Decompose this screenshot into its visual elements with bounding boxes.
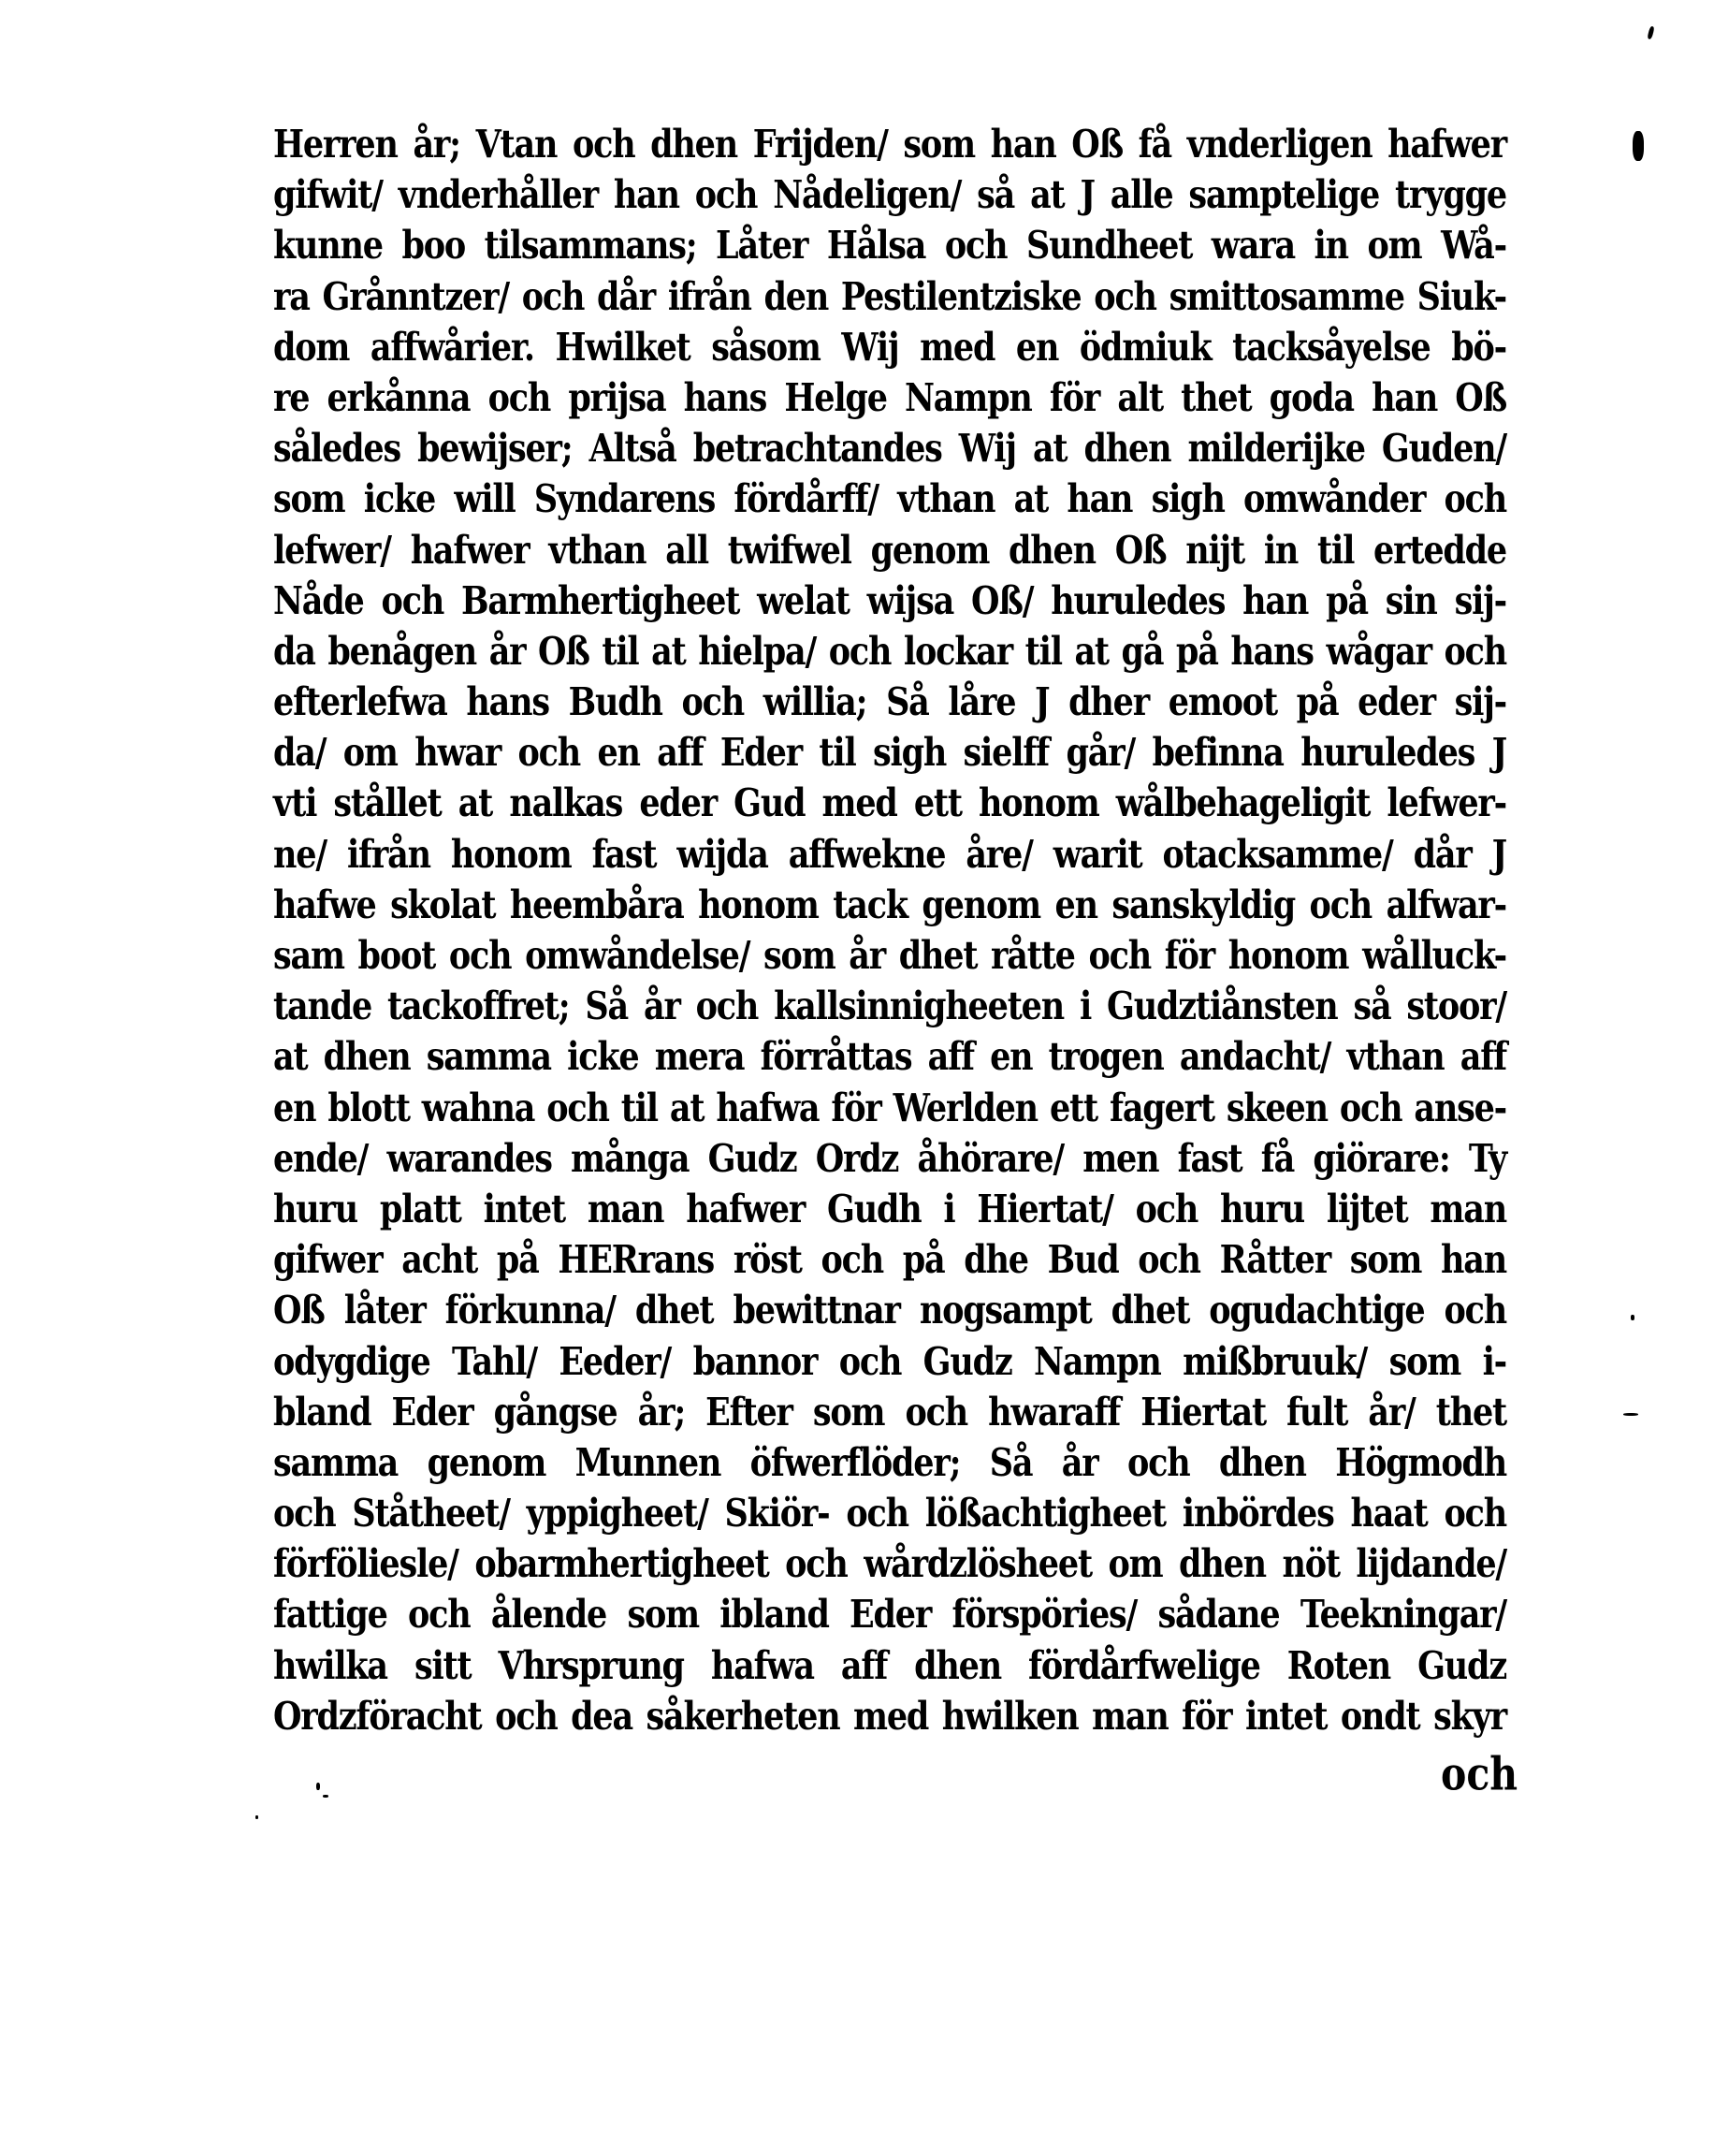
text-line: och Ståtheet/ yppigheet/ Skiör- och lößachtigheet inbördes haat och <box>273 1491 1506 1537</box>
text-line: förföliesle/ obarmhertigheet och wårdzlösheet om dhen nöt lijdande/ <box>273 1541 1506 1587</box>
text-line: sam boot och omwåndelse/ som år dhet råtte och för honom wålluck- <box>273 933 1506 979</box>
text-line: lefwer/ hafwer vthan all twifwel genom dhen Oß nijt in til ertedde <box>273 527 1506 574</box>
text-line: kunne boo tilsammans; Låter Hålsa och Sundheet wara in om Wå- <box>273 223 1506 269</box>
text-line: som icke will Syndarens fördårff/ vthan at han sigh omwånder och <box>273 476 1506 522</box>
text-line: gifwer acht på HERrans röst och på dhe Bud och Råtter som han <box>273 1237 1506 1283</box>
ink-mark-bottom-left <box>316 1783 320 1790</box>
text-line: efterlefwa hans Budh och willia; Så låre J dher emoot på eder sij- <box>273 679 1506 725</box>
text-line: odygdige Tahl/ Eeder/ bannor och Gudz Nampn mißbruuk/ som i- <box>273 1338 1506 1385</box>
text-line: huru platt intet man hafwer Gudh i Hiertat/ och huru lijtet man <box>273 1187 1506 1232</box>
ink-mark-margin-right-3 <box>1623 1413 1638 1416</box>
text-line: hwilka sitt Vhrsprung hafwa aff dhen fördårfwelige Roten Gudz <box>273 1642 1506 1689</box>
text-line: tande tackoffret; Så år och kallsinnigheeten i Gudztiånsten så stoor/ <box>273 983 1506 1029</box>
ink-mark-bottom-left-2 <box>323 1795 328 1798</box>
text-line: hafwe skolat heembåra honom tack genom en sanskyldig och alfwar- <box>273 882 1506 928</box>
text-line: en blott wahna och til at hafwa för Werlden ett fagert skeen och anse- <box>273 1085 1506 1131</box>
text-line: således bewijser; Altså betrachtandes Wij at dhen milderijke Guden/ <box>273 426 1506 472</box>
ink-mark-top-right <box>1647 26 1654 40</box>
text-line: samma genom Munnen öfwerflöder; Så år och dhen Högmodh <box>273 1440 1506 1486</box>
text-line: re erkånna och prijsa hans Helge Nampn för alt thet goda han Oß <box>273 375 1506 421</box>
text-line: at dhen samma icke mera förråttas aff en trogen andacht/ vthan aff <box>273 1034 1506 1080</box>
text-line: ne/ ifrån honom fast wijda affwekne åre/ warit otacksamme/ dår J <box>273 831 1506 878</box>
text-line: ra Grånntzer/ och dår ifrån den Pestilentziske och smittosamme Siuk- <box>273 273 1506 320</box>
text-line: Nåde och Barmhertigheet welat wijsa Oß/ huruledes han på sin sij- <box>273 577 1506 624</box>
text-line: Ordzföracht och dea såkerheten med hwilken man för intet ondt skyr <box>273 1694 1506 1740</box>
body-text <box>273 120 1506 1742</box>
text-line: gifwit/ vnderhåller han och Nådeligen/ så at J alle samptelige trygge <box>273 172 1506 218</box>
text-line: da benågen år Oß til at hielpa/ och lockar til at gå på hans wågar och <box>273 629 1506 675</box>
ink-mark-margin-right-2 <box>1631 1315 1634 1320</box>
text-line: bland Eder gångse år; Efter som och hwaraff Hiertat fult år/ thet <box>273 1389 1506 1435</box>
text-line: Oß låter förkunna/ dhet bewittnar nogsampt dhet ogudachtige och <box>273 1288 1506 1333</box>
text-line: fattige och ålende som ibland Eder förspöries/ sådane Teekningar/ <box>273 1592 1506 1639</box>
ink-mark-bottom-left-3 <box>255 1815 258 1819</box>
catchword: och <box>1441 1747 1518 1801</box>
text-line: ende/ warandes många Gudz Ordz åhörare/ men fast få giörare: Ty <box>273 1135 1506 1182</box>
text-line: Herren år; Vtan och dhen Frijden/ som han Oß få vnderligen hafwer <box>273 122 1506 168</box>
text-line: da/ om hwar och en aff Eder til sigh sielff går/ befinna huruledes J <box>273 730 1506 776</box>
ink-mark-margin-right <box>1633 131 1644 161</box>
text-line: vti stållet at nalkas eder Gud med ett honom wålbehageligit lefwer- <box>273 780 1506 827</box>
text-line: dom affwårier. Hwilket såsom Wij med en ödmiuk tacksåyelse bö- <box>273 324 1506 371</box>
